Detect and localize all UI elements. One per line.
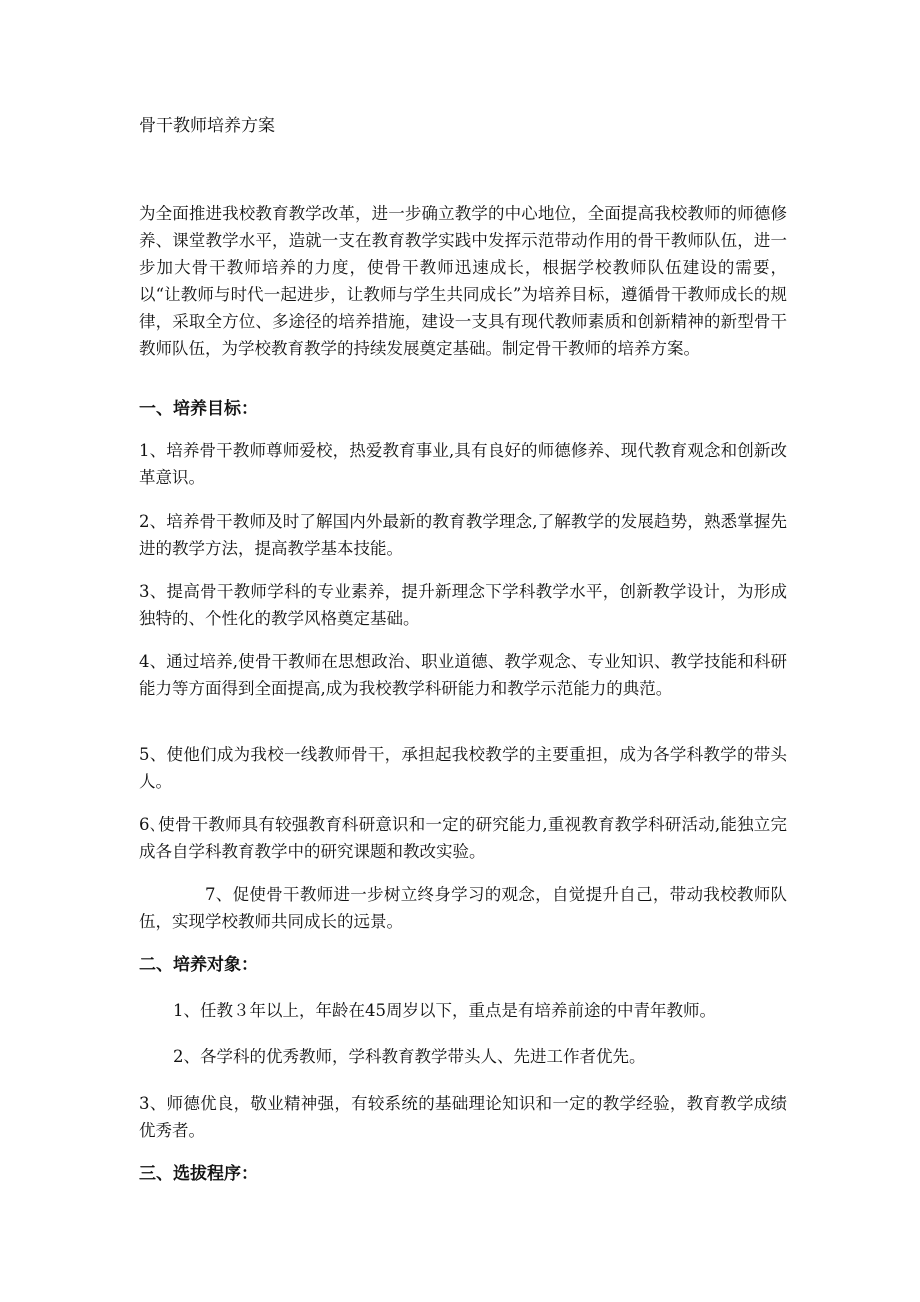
section-heading-targets: 二、培养对象：: [139, 955, 258, 975]
goal-item-2: 2、培养骨干教师及时了解国内外最新的教育教学理念,了解教学的发展趋势，熟悉掌握先进的教学方法，提高教学基本技能。: [139, 512, 787, 558]
document-title: 骨干教师培养方案: [139, 116, 275, 136]
goal-item-7: 7、促使骨干教师进一步树立终身学习的观念，自觉提升自己，带动我校教师队伍，实现学校教师共同成长的远景。: [139, 885, 787, 931]
section-heading-procedure: 三、选拔程序：: [139, 1164, 258, 1184]
target-item-1: 1、任教３年以上，年龄在45周岁以下，重点是有培养前途的中青年教师。: [173, 1001, 716, 1020]
goal-item-6: 6､使骨干教师具有较强教育科研意识和一定的研究能力,重视教育教学科研活动,能独立完成各自学科教育教学中的研究课题和教改实验。: [139, 815, 787, 861]
target-item-3: 3、师德优良，敬业精神强，有较系统的基础理论知识和一定的教学经验，教育教学成绩优秀者。: [139, 1094, 787, 1140]
goal-item-3: 3、提高骨干教师学科的专业素养，提升新理念下学科教学水平，创新教学设计，为形成独特的、个性化的教学风格奠定基础。: [139, 582, 787, 628]
target-item-2: 2、各学科的优秀教师，学科教育教学带头人、先进工作者优先。: [173, 1047, 646, 1066]
goal-item-5: 5、使他们成为我校一线教师骨干，承担起我校教学的主要重担，成为各学科教学的带头人。: [139, 745, 787, 791]
intro-paragraph: 为全面推进我校教育教学改革，进一步确立教学的中心地位，全面提高我校教师的师德修养、课堂教学水平，造就一支在教育教学实践中发挥示范带动作用的骨干教师队伍，进一步加大骨干教师培养的力度，使骨干教师迅速成长，根据学校教师队伍建设的需要，以“让教师与时代一起进步，让教师与学生共同成长”为培养目标，遵循骨干教师成长的规律，采取全方位、多途径的培养措施，建设一支具有现代教师素质和创新精神的新型骨干教师队伍，为学校教育教学的持续发展奠定基础。制定骨干教师的培养方案。: [139, 204, 787, 358]
goal-item-1: 1、培养骨干教师尊师爱校，热爱教育事业,具有良好的师德修养、现代教育观念和创新改革意识。: [139, 441, 787, 487]
section-heading-goals: 一、培养目标：: [139, 399, 258, 419]
goal-item-4: 4、通过培养,使骨干教师在思想政治、职业道德、教学观念、专业知识、教学技能和科研能力等方面得到全面提高,成为我校教学科研能力和教学示范能力的典范。: [139, 652, 787, 698]
